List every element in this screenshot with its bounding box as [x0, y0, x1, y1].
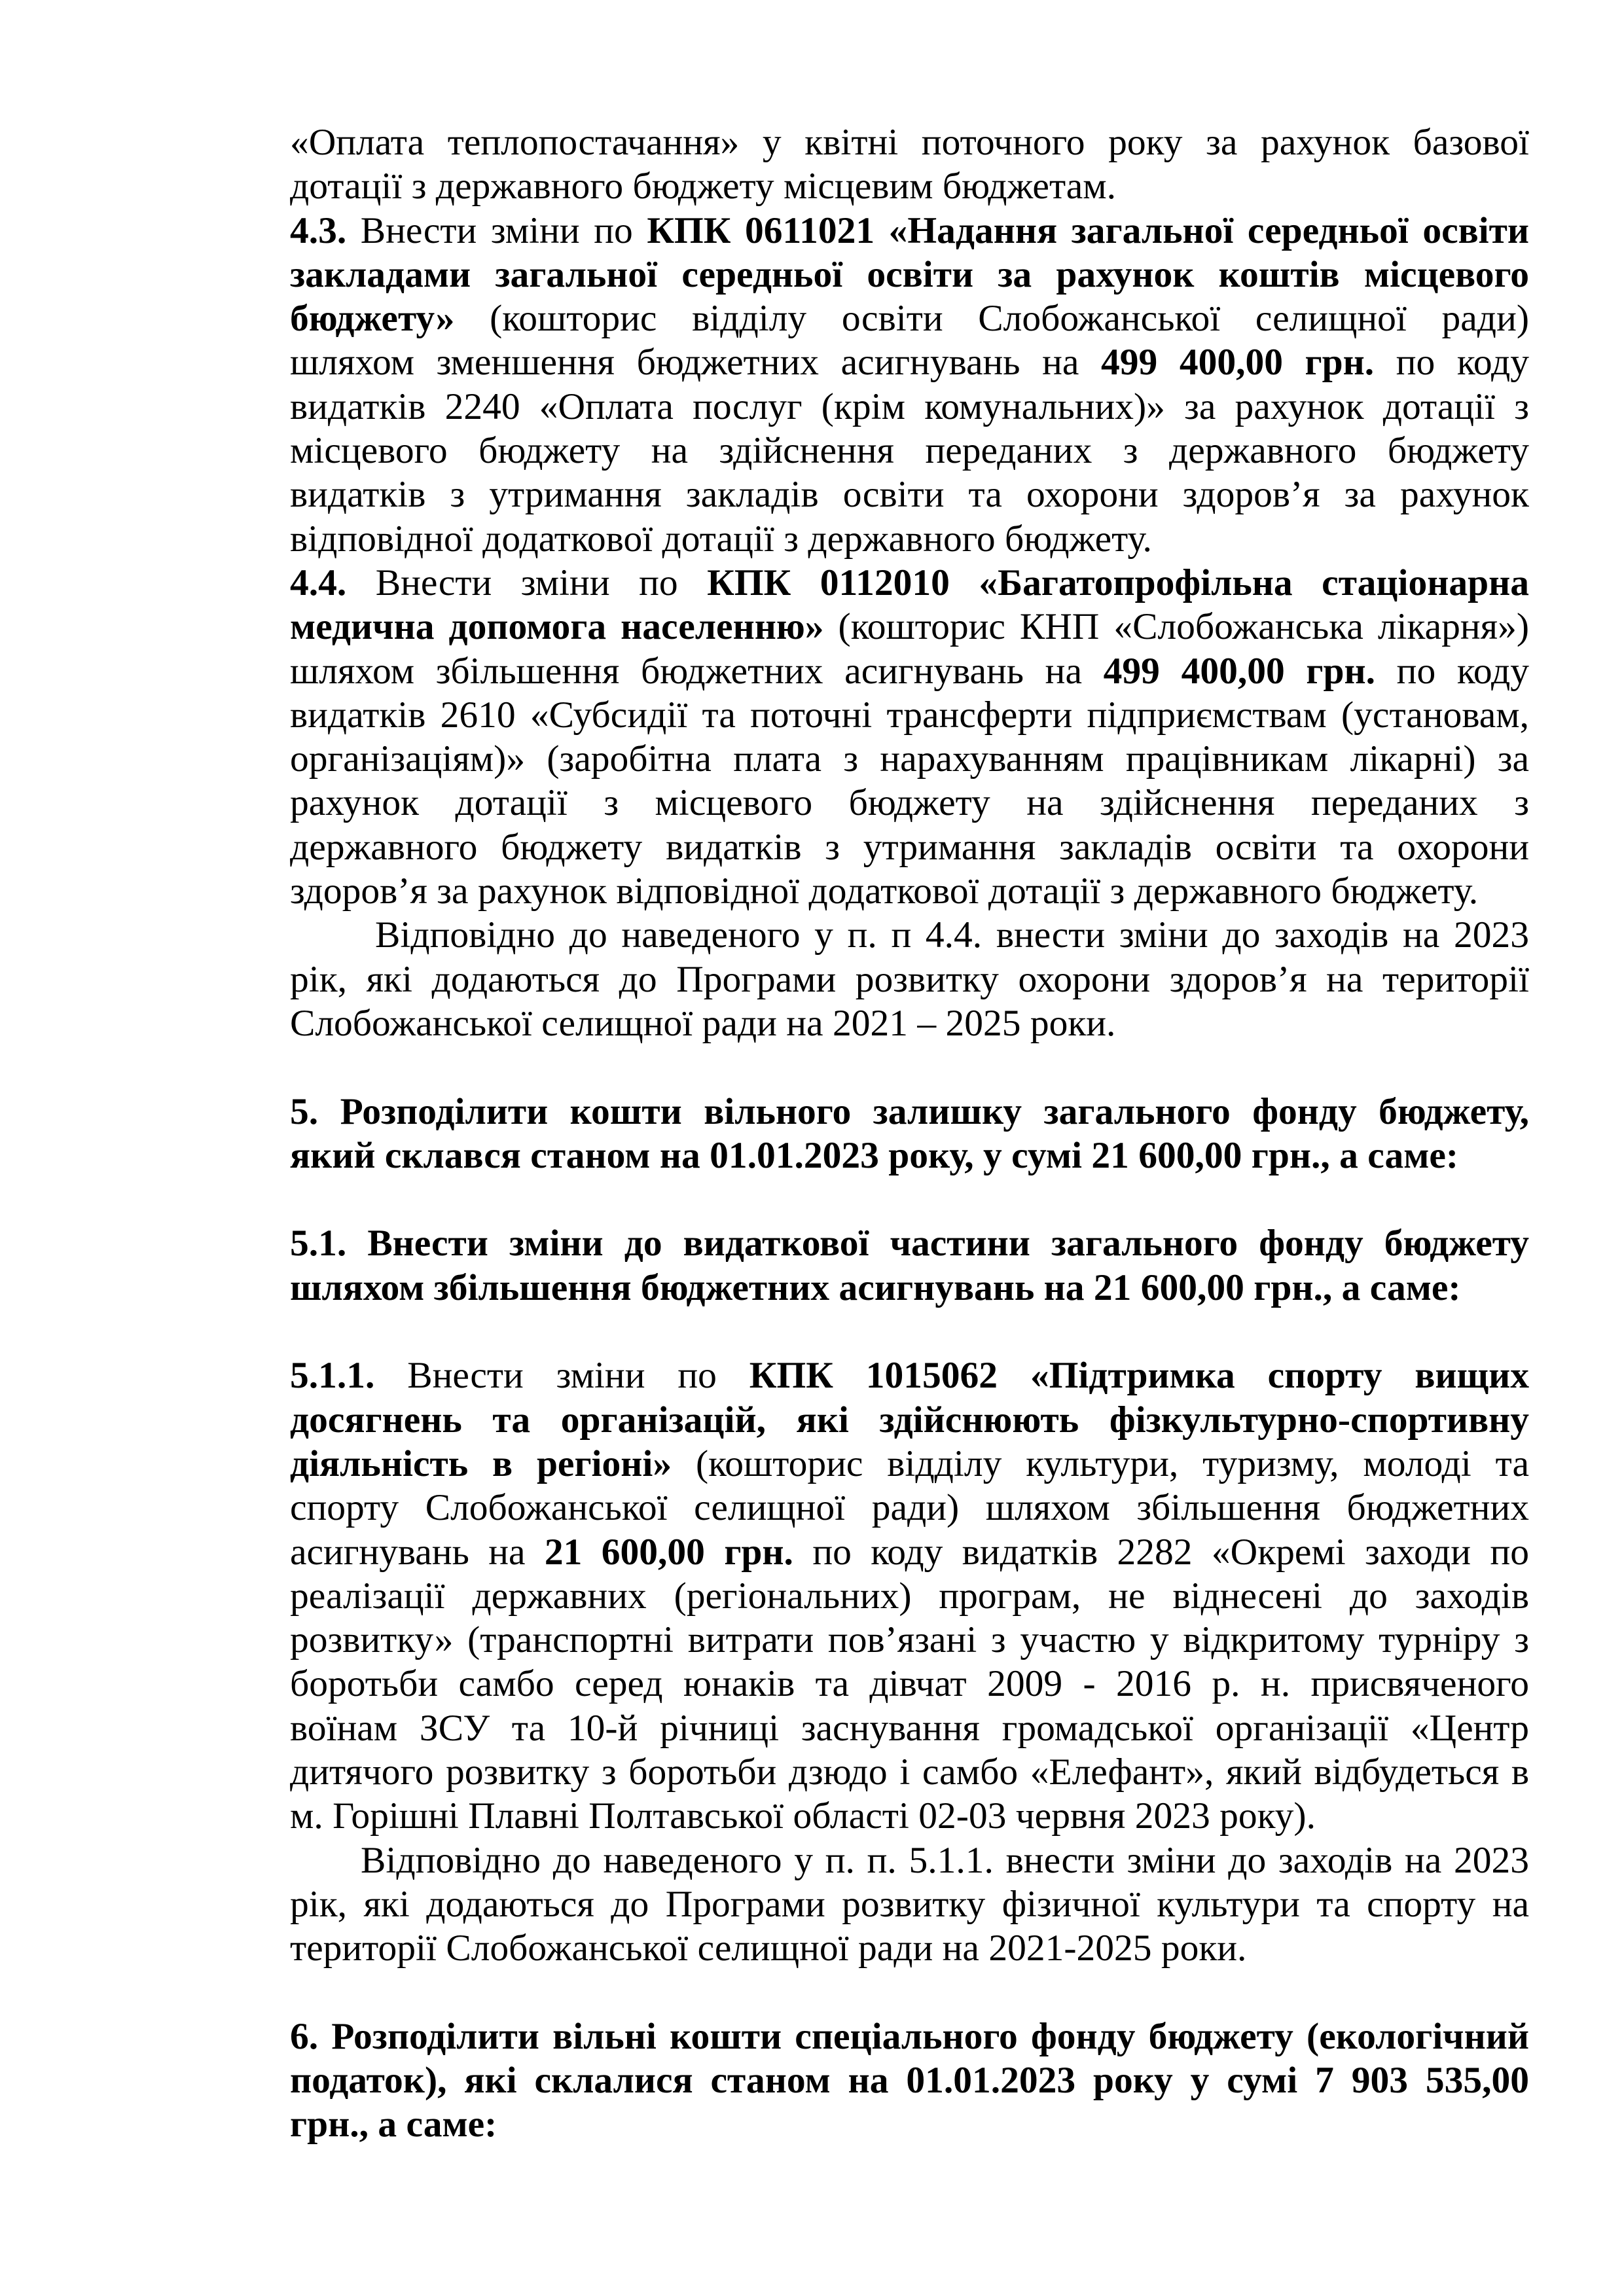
text-line [290, 385, 1529, 429]
text: видатків 2610 «Субсидії та поточні трансферти підприємствам (установам, [290, 694, 1529, 736]
text: видатків з утримання закладів освіти та охорони здоров’я за рахунок [290, 474, 1529, 516]
text-line [290, 164, 1529, 208]
bold-text: 499 400,00 грн. [1100, 342, 1375, 384]
text-line [290, 1794, 1529, 1838]
note-paragraph [290, 913, 1529, 1045]
section-heading [290, 1221, 1529, 1310]
text: дитячого розвитку з боротьби дзюдо і самбо «Елефант», який відбудеться в [290, 1751, 1529, 1793]
text-line [290, 296, 1529, 340]
text: спорту Слобожанської селищної ради) шляхом збільшення бюджетних [290, 1487, 1529, 1529]
bold-text: закладами загальної середньої освіти за рахунок коштів місцевого [290, 253, 1529, 295]
text: Слобожанської селищної ради на 2021 – 2025 роки. [290, 1002, 1116, 1044]
bold-text: бюджету» [290, 298, 455, 340]
text-line [290, 693, 1529, 737]
text-line [290, 2102, 1529, 2146]
text-line [290, 1001, 1529, 1045]
text: реалізації державних (регіональних) програм, не віднесені до заходів [290, 1575, 1529, 1617]
bold-text: податок), які склалися станом на 01.01.2023 року у сумі 7 903 535,00 [290, 2060, 1529, 2102]
text: Внести зміни по [374, 1355, 749, 1397]
text-line [290, 2058, 1529, 2102]
text: боротьби самбо серед юнаків та дівчат 2009 - 2016 р. н. присвяченого [290, 1663, 1529, 1705]
text: (кошторис КНП «Слобожанська лікарня») [823, 606, 1529, 648]
text: по коду [1374, 342, 1529, 384]
text: дотації з державного бюджету місцевим бюджетам. [290, 166, 1117, 207]
text-line [290, 1354, 1529, 1397]
text-line [290, 958, 1529, 1001]
text-line [290, 1750, 1529, 1794]
text: (кошторис відділу культури, туризму, молоді та [672, 1443, 1530, 1484]
text: розвитку» (транспортні витрати пов’язані з участю у відкритому турніру з [290, 1619, 1529, 1661]
text-line [290, 781, 1529, 825]
text-line [290, 1221, 1529, 1265]
bold-text: 4.4. [290, 562, 347, 603]
body-paragraph [290, 561, 1529, 913]
text-line [290, 120, 1529, 164]
text-line [290, 473, 1529, 516]
text-line [290, 517, 1529, 561]
text-line [290, 1839, 1529, 1882]
bold-text: діяльність в регіоні» [290, 1443, 672, 1484]
text-line [290, 1706, 1529, 1750]
text: м. Горішні Плавні Полтавської області 02-03 червня 2023 року). [290, 1795, 1316, 1837]
text-line [290, 1926, 1529, 1970]
bold-text: грн., а саме: [290, 2104, 497, 2145]
bold-text: 5.1.1. [290, 1355, 375, 1397]
bold-text: який склався станом на 01.01.2023 року, у сумі 21 600,00 грн., а саме: [290, 1134, 1459, 1176]
note-paragraph [290, 1839, 1529, 1971]
bold-text: 6. Розподілити вільні кошти спеціального фонду бюджету (екологічний [290, 2015, 1529, 2057]
bold-text: досягнень та організацій, які здійснюють фізкультурно-спортивну [290, 1399, 1529, 1441]
bold-text: КПК 1015062 «Підтримка спорту вищих [749, 1355, 1529, 1397]
text-line [290, 561, 1529, 605]
text-line [290, 1442, 1529, 1486]
text-line [290, 1090, 1529, 1134]
body-paragraph [290, 209, 1529, 561]
bold-text: 499 400,00 грн. [1103, 650, 1375, 692]
section-heading [290, 2015, 1529, 2147]
text: по коду видатків 2282 «Окремі заходи по [793, 1531, 1529, 1573]
text-line [290, 340, 1529, 384]
body-paragraph [290, 120, 1529, 209]
text-line [290, 429, 1529, 473]
text: рахунок дотації з місцевого бюджету на здійснення переданих з [290, 782, 1529, 824]
body-paragraph [290, 1354, 1529, 1838]
bold-text: КПК 0611021 «Надання загальної середньої освіти [647, 209, 1530, 251]
text: асигнувань на [290, 1531, 545, 1573]
text-line [290, 209, 1529, 253]
text: воїнам ЗСУ та 10-й річниці заснування громадської організації «Центр [290, 1707, 1529, 1749]
bold-text: 5. Розподілити кошти вільного залишку загального фонду бюджету, [290, 1090, 1529, 1132]
bold-text: 4.3. [290, 209, 347, 251]
text-line [290, 1662, 1529, 1706]
bold-text: 21 600,00 грн. [544, 1531, 793, 1573]
text-line [290, 1134, 1529, 1177]
text: по коду [1375, 650, 1529, 692]
text-line [290, 605, 1529, 649]
text-line [290, 825, 1529, 869]
text: видатків 2240 «Оплата послуг (крім комунальних)» за рахунок дотації з [290, 386, 1529, 427]
text: території Слобожанської селищної ради на 2021-2025 роки. [290, 1928, 1247, 1969]
bold-text: КПК 0112010 «Багатопрофільна стаціонарна [707, 562, 1529, 603]
text-line [290, 1882, 1529, 1926]
text-line [290, 1266, 1529, 1310]
text-line [290, 1574, 1529, 1618]
text: Внести зміни по [346, 562, 708, 603]
text: організаціям)» (заробітна плата з нарахуванням працівникам лікарні) за [290, 738, 1529, 780]
bold-text: 5.1. Внести зміни до видаткової частини загального фонду бюджету [290, 1223, 1529, 1265]
document-page [290, 120, 1529, 2147]
text: місцевого бюджету на здійснення переданих з державного бюджету [290, 430, 1529, 472]
text: «Оплата теплопостачання» у квітні поточного року за рахунок базової [290, 122, 1529, 163]
text-line [290, 1618, 1529, 1662]
text: (кошторис відділу освіти Слобожанської селищної ради) [454, 298, 1529, 340]
text-line [290, 913, 1529, 957]
text: Внести зміни по [346, 209, 647, 251]
text-line [290, 1530, 1529, 1574]
text: Відповідно до наведеного у п. п. 5.1.1. внести зміни до заходів на 2023 [361, 1839, 1529, 1881]
section-heading [290, 1090, 1529, 1178]
text-line [290, 869, 1529, 913]
bold-text: медична допомога населенню» [290, 606, 824, 648]
text: здоров’я за рахунок відповідної додаткової дотації з державного бюджету. [290, 870, 1479, 912]
text: рік, які додаються до Програми розвитку фізичної культури та спорту на [290, 1883, 1529, 1925]
text: шляхом зменшення бюджетних асигнувань на [290, 342, 1101, 384]
text-line [290, 1398, 1529, 1442]
text-line [290, 253, 1529, 296]
text: рік, які додаються до Програми розвитку охорони здоров’я на території [290, 958, 1529, 1000]
text-line [290, 2015, 1529, 2058]
text-line [290, 649, 1529, 693]
text: шляхом збільшення бюджетних асигнувань на [290, 650, 1104, 692]
bold-text: шляхом збільшення бюджетних асигнувань на 21 600,00 грн., а саме: [290, 1266, 1461, 1308]
text-line [290, 1486, 1529, 1530]
text: відповідної додаткової дотації з державного бюджету. [290, 518, 1152, 560]
text: державного бюджету видатків з утримання закладів освіти та охорони [290, 826, 1529, 868]
text: Відповідно до наведеного у п. п 4.4. внести зміни до заходів на 2023 [375, 914, 1529, 956]
text-line [290, 737, 1529, 781]
